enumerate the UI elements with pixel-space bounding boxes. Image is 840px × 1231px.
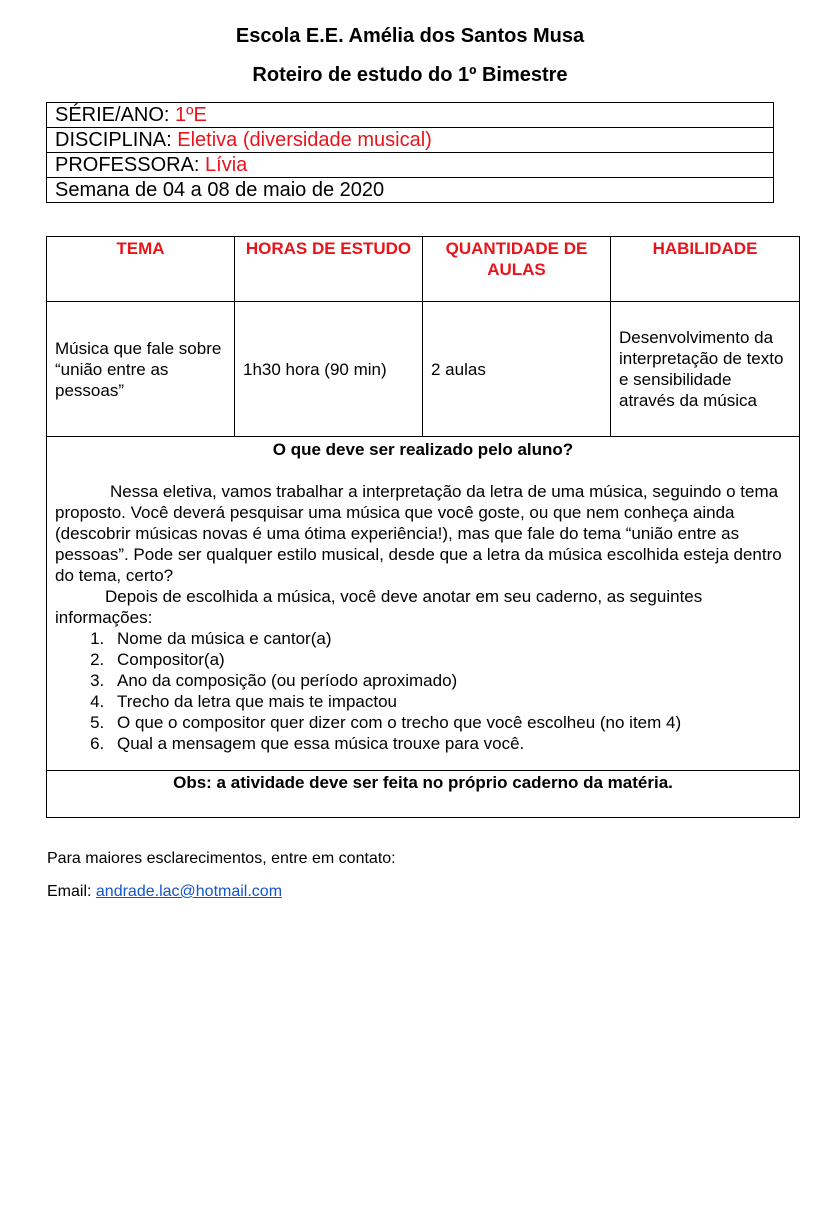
cell-quantidade: 2 aulas xyxy=(423,302,611,437)
header-quantidade: QUANTIDADE DE AULAS xyxy=(423,237,611,302)
disciplina-label: DISCIPLINA: xyxy=(55,129,178,151)
info-table xyxy=(46,102,774,203)
header-horas: HORAS DE ESTUDO xyxy=(235,237,423,302)
table-header-row xyxy=(47,237,800,302)
semana-text: Semana de 04 a 08 de maio de 2020 xyxy=(55,179,385,201)
cell-horas: 1h30 hora (90 min) xyxy=(235,302,423,437)
header-habilidade: HABILIDADE xyxy=(611,237,800,302)
task-paragraph-1: Nessa eletiva, vamos trabalhar a interpretação da letra de uma música, seguindo o tema proposto. Você deverá pesquisar uma música que você goste, ou que nem conheça ainda (descobrir músicas novas é uma ótima experiência!), mas que fale do tema “união entre as pessoas”. Pode ser qualquer estilo musical, desde que a letra da música escolhida esteja dentro do tema, certo? xyxy=(55,482,782,585)
list-item: 4. Trecho da letra que mais te impactou xyxy=(109,691,791,712)
school-name: Escola E.E. Amélia dos Santos Musa xyxy=(235,25,585,47)
serie-row xyxy=(47,103,774,128)
obs-text: Obs: a atividade deve ser feita no próprio caderno da matéria. xyxy=(47,771,800,818)
task-title: O que deve ser realizado pelo aluno? xyxy=(272,440,574,459)
list-item: 5. O que o compositor quer dizer com o trecho que você escolheu (no item 4) xyxy=(109,712,791,733)
list-item: 2. Compositor(a) xyxy=(109,649,791,670)
list-item: 6. Qual a mensagem que essa música trouxe para você. xyxy=(109,733,791,754)
disciplina-row xyxy=(47,128,774,153)
professora-label: PROFESSORA: xyxy=(55,154,206,176)
document-subtitle: Roteiro de estudo do 1º Bimestre xyxy=(252,64,568,86)
list-item: 3. Ano da composição (ou período aproximado) xyxy=(109,670,791,691)
professora-value: Lívia xyxy=(205,154,248,176)
task-paragraph-2: Depois de escolhida a música, você deve anotar em seu caderno, as seguintes informações: xyxy=(55,587,703,627)
email-label: Email: xyxy=(47,883,96,900)
task-list xyxy=(55,628,791,754)
cell-tema: Música que fale sobre “união entre as pessoas” xyxy=(47,302,235,437)
header-tema: TEMA xyxy=(47,237,235,302)
serie-value: 1ºE xyxy=(175,104,207,126)
obs-row xyxy=(47,771,800,818)
serie-label: SÉRIE/ANO: xyxy=(55,104,176,126)
email-link[interactable]: andrade.lac@hotmail.com xyxy=(95,883,283,900)
semana-row xyxy=(47,178,774,203)
cell-habilidade: Desenvolvimento da interpretação de texto e sensibilidade através da música xyxy=(611,302,800,437)
table-row xyxy=(47,302,800,437)
disciplina-value: Eletiva (diversidade musical) xyxy=(177,129,432,151)
professora-row xyxy=(47,153,774,178)
study-table xyxy=(46,236,800,818)
email-line xyxy=(47,883,282,901)
contact-text: Para maiores esclarecimentos, entre em contato: xyxy=(47,850,396,867)
list-item: 1. Nome da música e cantor(a) xyxy=(109,628,791,649)
task-row xyxy=(47,437,800,771)
